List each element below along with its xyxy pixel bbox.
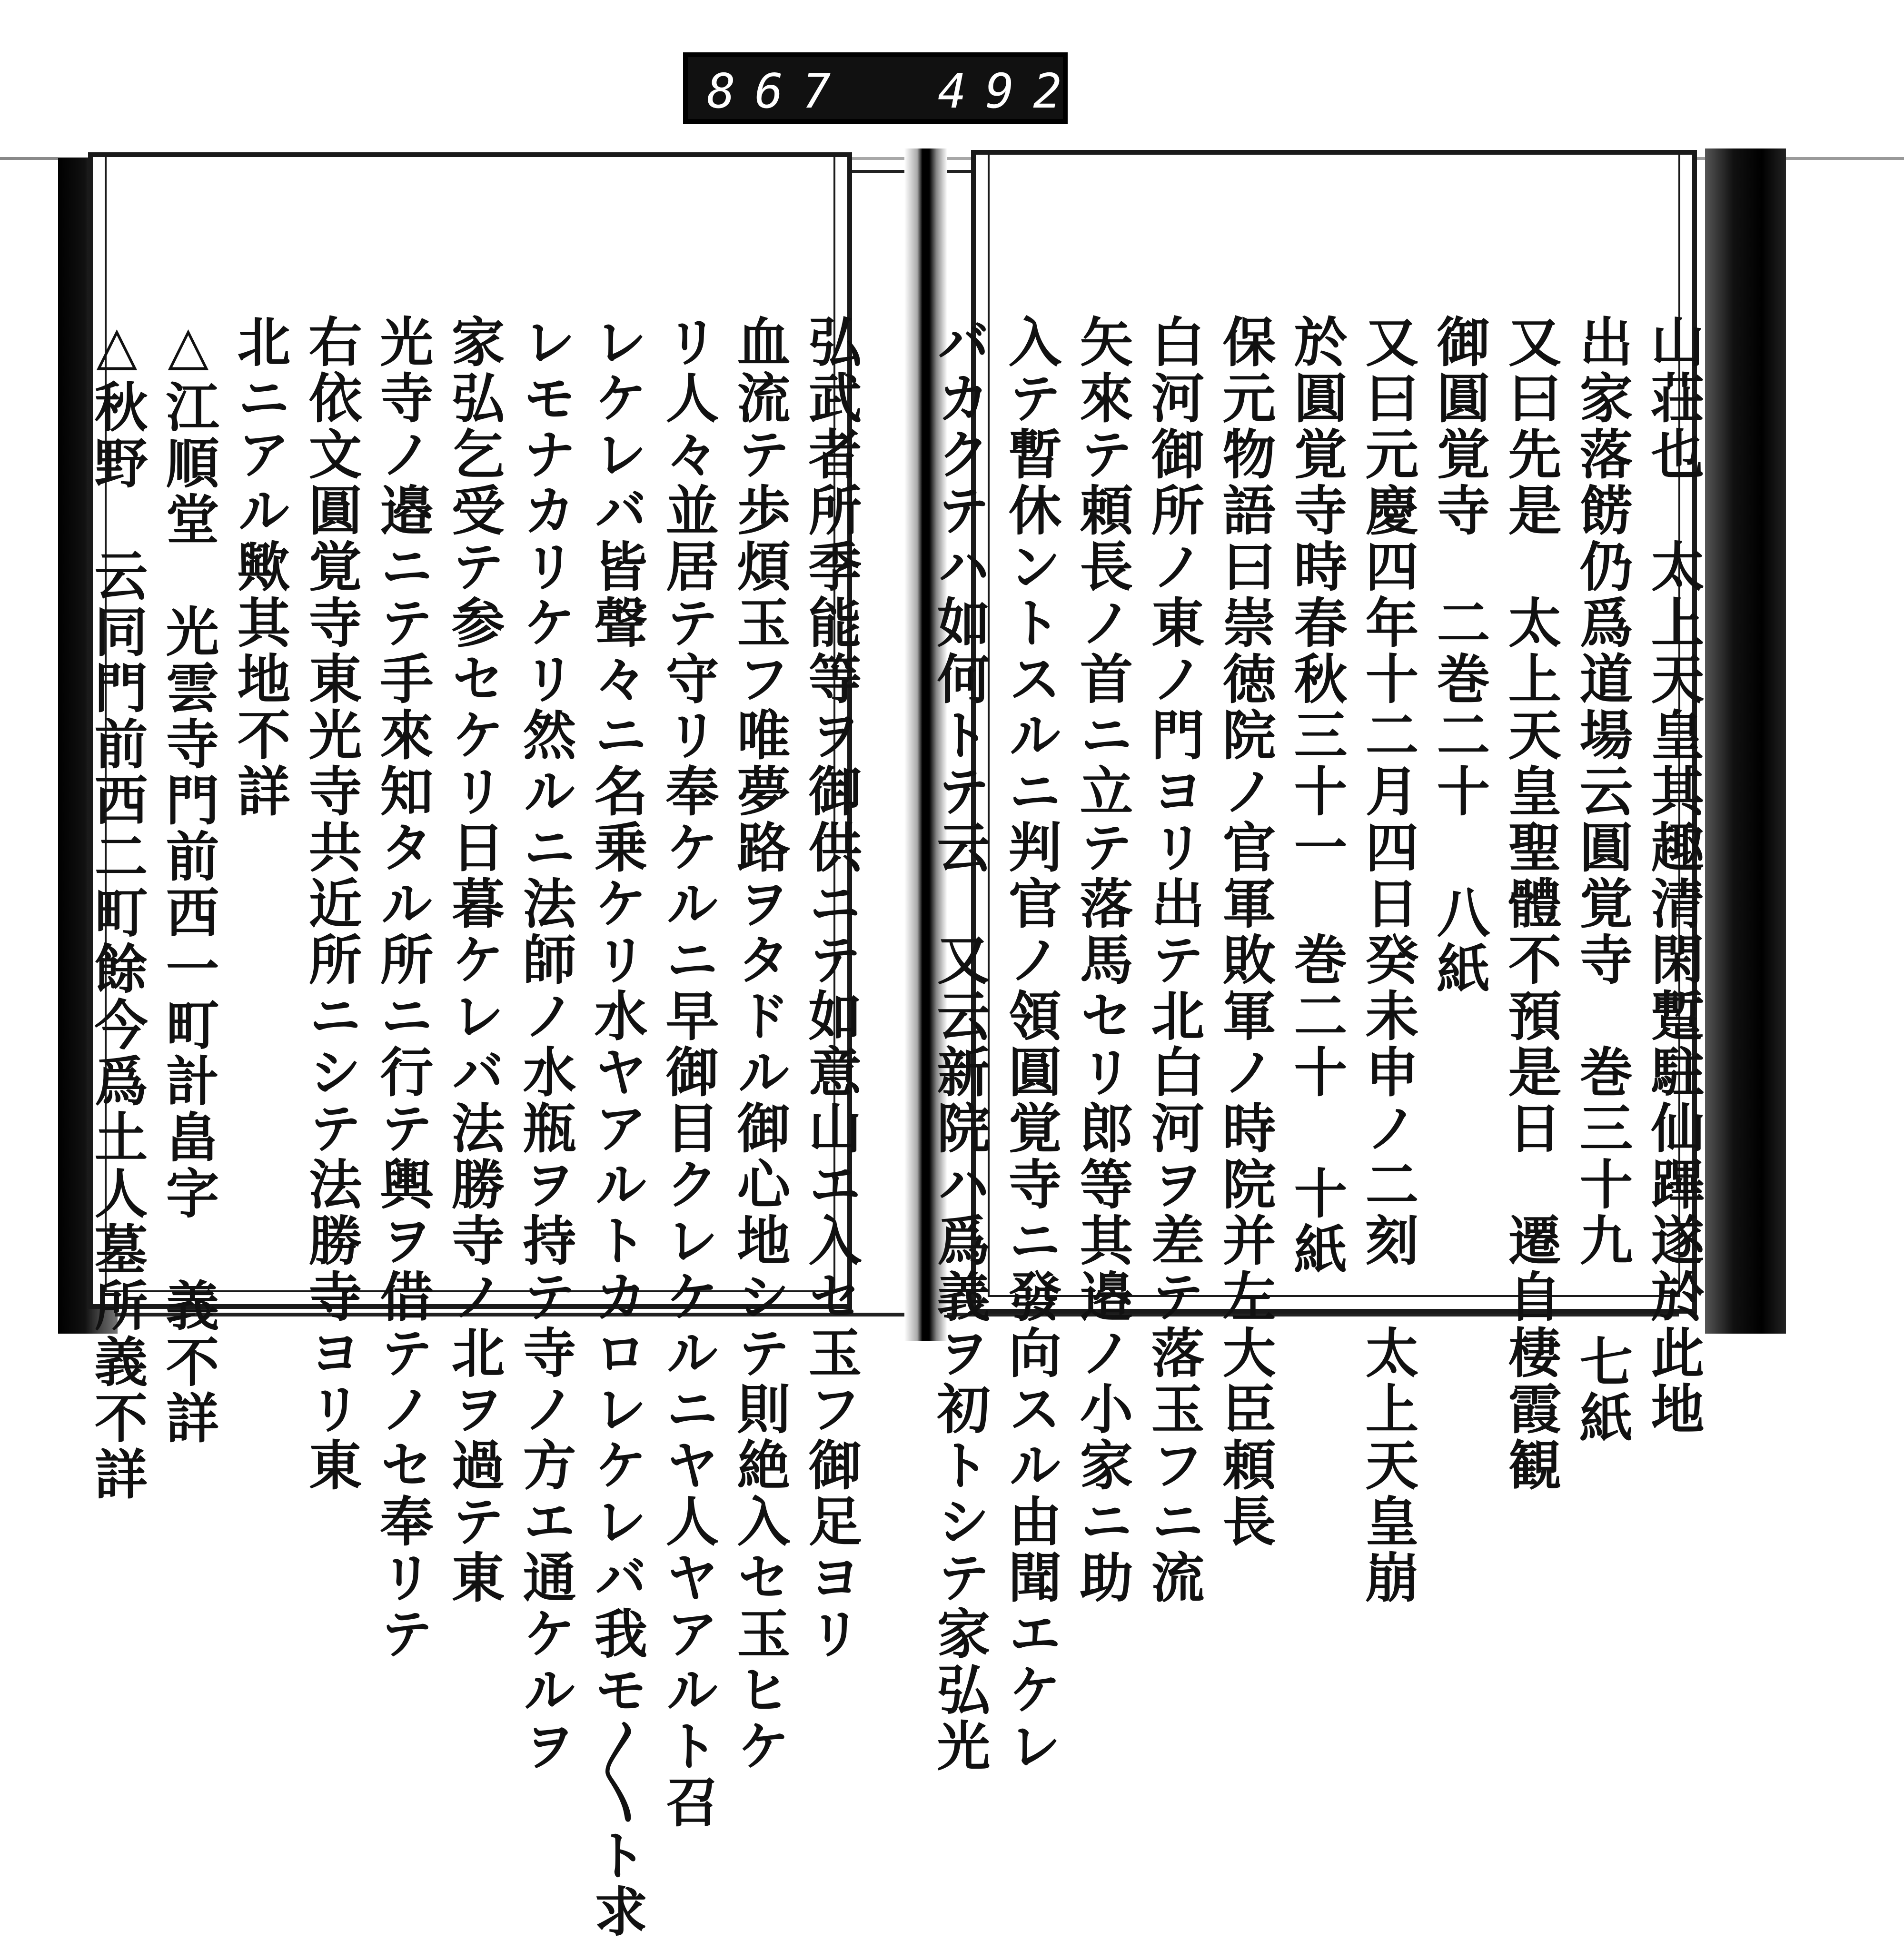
left-column-1: 弘武者所季能等ヲ御供ニテ如意山エ入セ玉フ御足ヨリ <box>800 314 862 1662</box>
label-right-number: 492. <box>938 63 1129 119</box>
left-column-11: △秋野 云同門前西二町餘今爲土人墓所義不詳 <box>86 314 148 1503</box>
left-column-2: 血流テ歩煩玉フ唯夢路ヲタドル御心地シテ則絶入セ玉ヒケ <box>728 314 791 1774</box>
right-spine <box>1705 148 1786 1334</box>
right-column-6: 於圓覚寺時春秋三十一 巻二十 十紙 <box>1285 314 1348 1278</box>
right-column-1: 山荘也 太上天皇其趣清閑蹔駐仙蹕遂於此地 <box>1642 314 1705 1437</box>
right-column-4: 御圓覚寺 二巻二十 八紙 <box>1428 314 1490 997</box>
right-column-10: 入テ暫休ントスルニ判官ノ領圓覚寺ニ發向スル由聞エケレ <box>1000 314 1062 1774</box>
right-column-7: 保元物語曰崇徳院ノ官軍敗軍ノ時院并左大臣頼長 <box>1214 314 1276 1550</box>
left-column-10: △江順堂 光雲寺門前西一町計畠字 義不詳 <box>157 314 219 1446</box>
catalogue-label <box>683 52 1129 124</box>
left-column-4: レケレバ皆聲々ニ名乗ケリ水ヤアルトカロレケレバ我モ〳〵ト求 <box>585 314 648 1940</box>
left-column-9: 北ニアル歟其地不詳 <box>228 314 291 820</box>
right-page-text <box>928 314 1709 1774</box>
right-column-3: 又曰先是 太上天皇聖體不預是日 遷自棲霞観 <box>1499 314 1562 1494</box>
right-column-8: 白河御所ノ東ノ門ヨリ出テ北白河ヲ差テ落玉フニ流 <box>1142 314 1205 1606</box>
left-column-7: 光寺ノ邉ニテ手來知タル所ニ行テ輿ヲ借テノセ奉リテ <box>371 314 434 1662</box>
right-column-5: 又曰元慶四年十二月四日癸未申ノ二刻 太上天皇崩 <box>1357 314 1419 1606</box>
left-column-8: 右依文圓覚寺東光寺共近所ニシテ法勝寺ヨリ東 <box>300 314 362 1494</box>
left-column-5: レモナカリケリ然ルニ法師ノ水瓶ヲ持テ寺ノ方エ通ケルヲ <box>514 314 576 1774</box>
left-column-6: 家弘乞受テ参セケリ日暮ケレバ法勝寺ノ北ヲ過テ東 <box>443 314 505 1606</box>
right-column-2: 出家落餝仍爲道場云圓覚寺 巻三十九 七紙 <box>1571 314 1633 1446</box>
right-column-11: バカクテハ如何トテ云 又云新院ハ爲義ヲ初トシテ家弘光 <box>928 314 991 1774</box>
left-page-text <box>86 314 866 1940</box>
right-column-9: 矢來テ頼長ノ首ニ立テ落馬セリ郎等其邉ノ小家ニ助 <box>1071 314 1133 1606</box>
left-column-3: リ人々並居テ守リ奉ケルニ早御目クレケルニヤ人ヤアルト召 <box>657 314 719 1831</box>
label-left-number: 867 <box>707 63 850 119</box>
